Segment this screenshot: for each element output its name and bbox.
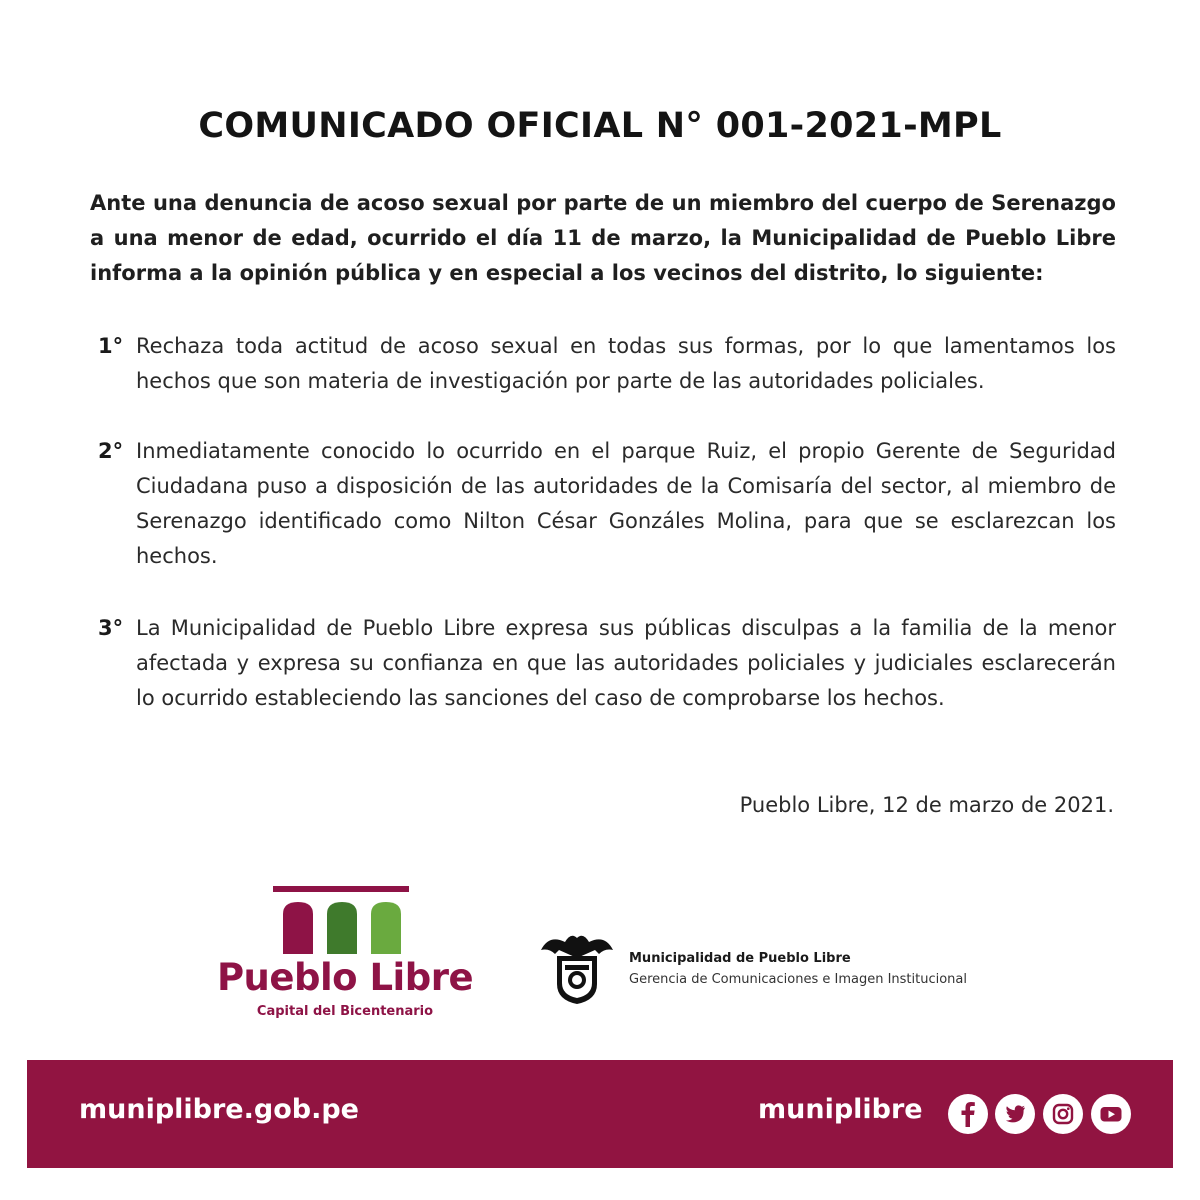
list-item <box>90 434 1116 574</box>
date-line: Pueblo Libre, 12 de marzo de 2021. <box>739 793 1114 817</box>
item-number: 2° <box>98 439 124 463</box>
institution-name: Municipalidad de Pueblo Libre <box>629 951 851 966</box>
page-title: COMUNICADO OFICIAL N° 001-2021-MPL <box>198 106 1002 146</box>
instagram-icon[interactable] <box>1043 1094 1083 1134</box>
item-text: La Municipalidad de Pueblo Libre expresa sus públicas disculpas a la familia de la menor afectada y expresa su confianza en que las autoridades policiales y judiciales esclarecerán lo ocurrido estableciendo las sanciones del caso de comprobarse los hechos. <box>136 616 1116 710</box>
item-text: Inmediatamente conocido lo ocurrido en el parque Ruiz, el propio Gerente de Seguridad Ciudadana puso a disposición de las autoridades de la Comisaría del sector, al miembro de Serenazgo identificado como Nilton César Gonzáles Molina, para que se esclarezcan los hechos. <box>136 439 1116 568</box>
list-item <box>90 329 1116 399</box>
municipal-seal-icon <box>535 928 619 1008</box>
logo-name: Pueblo Libre <box>216 956 474 999</box>
logo-tagline: Capital del Bicentenario <box>256 1004 434 1019</box>
item-number: 1° <box>98 334 124 358</box>
social-handle: muniplibre <box>758 1094 923 1125</box>
footer-bar <box>27 1060 1173 1168</box>
institution-department: Gerencia de Comunicaciones e Imagen Institucional <box>629 972 967 987</box>
item-number: 3° <box>98 616 124 640</box>
list-item <box>90 611 1116 716</box>
youtube-icon[interactable] <box>1091 1094 1131 1134</box>
twitter-icon[interactable] <box>995 1094 1035 1134</box>
arches-icon <box>215 884 475 956</box>
facebook-icon[interactable] <box>948 1094 988 1134</box>
item-text: Rechaza toda actitud de acoso sexual en todas sus formas, por lo que lamentamos los hechos que son materia de investigación por parte de las autoridades policiales. <box>136 334 1116 393</box>
website-link[interactable]: muniplibre.gob.pe <box>79 1094 359 1125</box>
pueblo-libre-logo <box>215 884 475 1024</box>
intro-paragraph: Ante una denuncia de acoso sexual por parte de un miembro del cuerpo de Serenazgo a una menor de edad, ocurrido el día 11 de marzo, la Municipalidad de Pueblo Libre informa a la opinión pública y en especial a los vecinos del distrito, lo siguiente: <box>90 191 1116 285</box>
